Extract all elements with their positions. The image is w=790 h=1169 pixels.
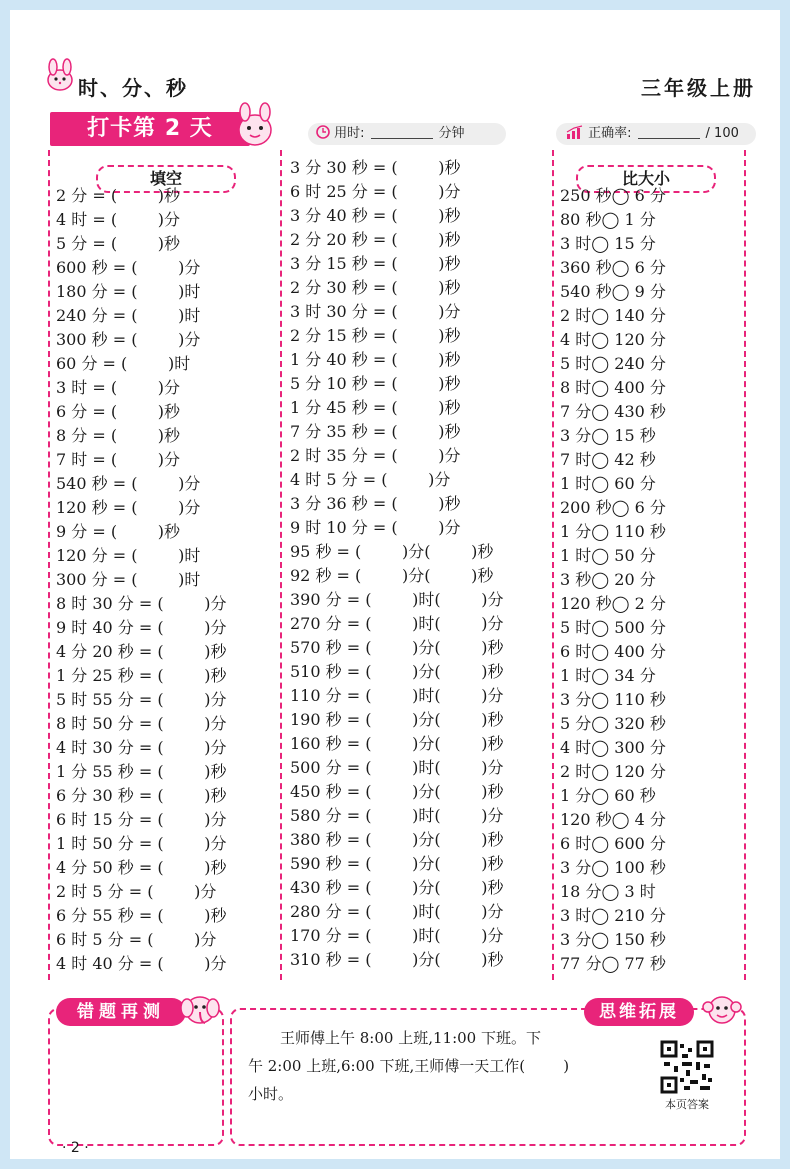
section2-problem-row[interactable]: 110 分 = ( )时( )分 bbox=[290, 686, 504, 705]
accuracy-total: / 100 bbox=[705, 126, 739, 141]
section3-problem-row[interactable]: 3 分◯ 150 秒 bbox=[560, 930, 666, 949]
section1-problem-row[interactable]: 540 秒 = ( )分 bbox=[56, 474, 201, 493]
section2-problem-row[interactable]: 1 分 40 秒 = ( )秒 bbox=[290, 350, 461, 369]
section2-problem-row[interactable]: 390 分 = ( )时( )分 bbox=[290, 590, 504, 609]
section3-problem-row[interactable]: 1 时◯ 60 分 bbox=[560, 474, 656, 493]
section3-problem-row[interactable]: 6 时◯ 400 分 bbox=[560, 642, 666, 661]
section2-problem-row[interactable]: 5 分 10 秒 = ( )秒 bbox=[290, 374, 461, 393]
section1-problem-row[interactable]: 4 时 40 分 = ( )分 bbox=[56, 954, 227, 973]
section3-problem-row[interactable]: 5 分◯ 320 秒 bbox=[560, 714, 666, 733]
mistakes-box[interactable] bbox=[48, 1008, 224, 1146]
mistakes-label: 错题再测 bbox=[56, 998, 186, 1026]
section1-problem-row[interactable]: 7 时 = ( )分 bbox=[56, 450, 181, 469]
section3-problem-row[interactable]: 1 分◯ 60 秒 bbox=[560, 786, 656, 805]
divider-left bbox=[48, 150, 50, 980]
section3-problem-row[interactable]: 4 时◯ 300 分 bbox=[560, 738, 666, 757]
section2-problem-row[interactable]: 2 时 35 分 = ( )分 bbox=[290, 446, 461, 465]
section1-problem-row[interactable]: 240 分 = ( )时 bbox=[56, 306, 201, 325]
time-used-field[interactable] bbox=[308, 123, 506, 145]
clock-icon bbox=[316, 125, 330, 139]
section3-problem-row[interactable]: 3 分◯ 15 秒 bbox=[560, 426, 656, 445]
section2-problem-row[interactable]: 380 秒 = ( )分( )秒 bbox=[290, 830, 504, 849]
time-used-label: 用时: bbox=[334, 126, 365, 141]
day-banner: 打卡第 2 天 bbox=[50, 112, 250, 146]
chapter-title: 时、分、秒 bbox=[78, 76, 188, 100]
section2-problem-row[interactable]: 2 分 30 秒 = ( )秒 bbox=[290, 278, 461, 297]
section2-problem-row[interactable]: 500 分 = ( )时( )分 bbox=[290, 758, 504, 777]
section2-problem-row[interactable]: 3 分 15 秒 = ( )秒 bbox=[290, 254, 461, 273]
section2-problem-row[interactable]: 2 分 20 秒 = ( )秒 bbox=[290, 230, 461, 249]
section1-problem-row[interactable]: 8 时 30 分 = ( )分 bbox=[56, 594, 227, 613]
section3-problem-row[interactable]: 1 时◯ 34 分 bbox=[560, 666, 656, 685]
qr-caption: 本页答案 bbox=[665, 1098, 709, 1111]
section1-problem-row[interactable]: 1 分 55 秒 = ( )秒 bbox=[56, 762, 227, 781]
section1-problem-row[interactable]: 6 时 5 分 = ( )分 bbox=[56, 930, 217, 949]
section3-problem-row[interactable]: 120 秒◯ 2 分 bbox=[560, 594, 666, 613]
section3-problem-row[interactable]: 2 时◯ 140 分 bbox=[560, 306, 666, 325]
section1-problem-row[interactable]: 9 分 = ( )秒 bbox=[56, 522, 181, 541]
section1-problem-row[interactable]: 2 分 = ( )秒 bbox=[56, 186, 181, 205]
section2-problem-row[interactable]: 570 秒 = ( )分( )秒 bbox=[290, 638, 504, 657]
section2-problem-row[interactable]: 4 时 5 分 = ( )分 bbox=[290, 470, 451, 489]
section1-problem-row[interactable]: 2 时 5 分 = ( )分 bbox=[56, 882, 217, 901]
section1-problem-row[interactable]: 60 分 = ( )时 bbox=[56, 354, 191, 373]
section1-problem-row[interactable]: 4 分 50 秒 = ( )秒 bbox=[56, 858, 227, 877]
bar-chart-icon bbox=[566, 125, 584, 139]
section1-problem-row[interactable]: 8 分 = ( )秒 bbox=[56, 426, 181, 445]
section1-problem-row[interactable]: 180 分 = ( )时 bbox=[56, 282, 201, 301]
fill-in-section-label: 填空 bbox=[96, 165, 236, 193]
section2-problem-row[interactable]: 310 秒 = ( )分( )秒 bbox=[290, 950, 504, 969]
section2-problem-row[interactable]: 3 分 36 秒 = ( )秒 bbox=[290, 494, 461, 513]
time-used-unit: 分钟 bbox=[438, 126, 465, 141]
section3-problem-row[interactable]: 3 分◯ 110 秒 bbox=[560, 690, 666, 709]
section3-problem-row[interactable]: 250 秒◯ 6 分 bbox=[560, 186, 666, 205]
section2-problem-row[interactable]: 190 秒 = ( )分( )秒 bbox=[290, 710, 504, 729]
cartoon-elephant-icon bbox=[180, 990, 220, 1028]
section2-problem-row[interactable]: 270 分 = ( )时( )分 bbox=[290, 614, 504, 633]
section3-problem-row[interactable]: 18 分◯ 3 时 bbox=[560, 882, 656, 901]
worksheet-page bbox=[10, 10, 780, 1159]
thinking-label: 思维拓展 bbox=[584, 998, 694, 1026]
divider-right bbox=[744, 150, 746, 980]
section2-problem-row[interactable]: 280 分 = ( )时( )分 bbox=[290, 902, 504, 921]
section2-problem-row[interactable]: 92 秒 = ( )分( )秒 bbox=[290, 566, 494, 585]
section3-problem-row[interactable]: 5 时◯ 500 分 bbox=[560, 618, 666, 637]
problem-line-1: 王师傅上午 8:00 上班,11:00 下班。下 bbox=[280, 1029, 541, 1047]
section2-problem-row[interactable]: 2 分 15 秒 = ( )秒 bbox=[290, 326, 461, 345]
section3-problem-row[interactable]: 360 秒◯ 6 分 bbox=[560, 258, 666, 277]
section1-problem-row[interactable]: 300 分 = ( )时 bbox=[56, 570, 201, 589]
time-used-blank[interactable] bbox=[371, 124, 433, 139]
section2-problem-row[interactable]: 3 分 40 秒 = ( )秒 bbox=[290, 206, 461, 225]
section1-problem-row[interactable]: 3 时 = ( )分 bbox=[56, 378, 181, 397]
section1-problem-row[interactable]: 1 分 25 秒 = ( )秒 bbox=[56, 666, 227, 685]
section2-problem-row[interactable]: 170 分 = ( )时( )分 bbox=[290, 926, 504, 945]
qr-code[interactable] bbox=[660, 1040, 714, 1094]
section2-problem-row[interactable]: 450 秒 = ( )分( )秒 bbox=[290, 782, 504, 801]
section1-problem-row[interactable]: 4 分 20 秒 = ( )秒 bbox=[56, 642, 227, 661]
grade-label: 三年级上册 bbox=[641, 76, 756, 100]
section1-problem-row[interactable]: 120 秒 = ( )分 bbox=[56, 498, 201, 517]
section3-problem-row[interactable]: 3 时◯ 210 分 bbox=[560, 906, 666, 925]
section1-problem-row[interactable]: 4 时 30 分 = ( )分 bbox=[56, 738, 227, 757]
section3-problem-row[interactable]: 7 时◯ 42 秒 bbox=[560, 450, 656, 469]
section2-problem-row[interactable]: 6 时 25 分 = ( )分 bbox=[290, 182, 461, 201]
section2-problem-row[interactable]: 160 秒 = ( )分( )秒 bbox=[290, 734, 504, 753]
problem-line-2: 午 2:00 上班,6:00 下班,王师傅一天工作( ) bbox=[248, 1057, 570, 1075]
divider-middle-left bbox=[280, 150, 282, 980]
section1-problem-row[interactable]: 4 时 = ( )分 bbox=[56, 210, 181, 229]
section2-problem-row[interactable]: 3 时 30 分 = ( )分 bbox=[290, 302, 461, 321]
section1-problem-row[interactable]: 8 时 50 分 = ( )分 bbox=[56, 714, 227, 733]
accuracy-label: 正确率: bbox=[588, 126, 632, 141]
word-problem bbox=[248, 1024, 588, 1108]
section2-problem-row[interactable]: 95 秒 = ( )分( )秒 bbox=[290, 542, 494, 561]
accuracy-blank[interactable] bbox=[638, 124, 700, 139]
compare-section-label: 比大小 bbox=[576, 165, 716, 193]
section3-problem-row[interactable]: 1 分◯ 110 秒 bbox=[560, 522, 666, 541]
section1-problem-row[interactable]: 6 分 30 秒 = ( )秒 bbox=[56, 786, 227, 805]
section3-problem-row[interactable]: 3 秒◯ 20 分 bbox=[560, 570, 656, 589]
section3-problem-row[interactable]: 6 时◯ 600 分 bbox=[560, 834, 666, 853]
section2-problem-row[interactable]: 1 分 45 秒 = ( )秒 bbox=[290, 398, 461, 417]
cartoon-monkey-icon bbox=[702, 990, 742, 1028]
divider-middle-right bbox=[552, 150, 554, 980]
section1-problem-row[interactable]: 600 秒 = ( )分 bbox=[56, 258, 201, 277]
section1-problem-row[interactable]: 5 分 = ( )秒 bbox=[56, 234, 181, 253]
section1-problem-row[interactable]: 5 时 55 分 = ( )分 bbox=[56, 690, 227, 709]
section2-problem-row[interactable]: 7 分 35 秒 = ( )秒 bbox=[290, 422, 461, 441]
section1-problem-row[interactable]: 120 分 = ( )时 bbox=[56, 546, 201, 565]
section2-problem-row[interactable]: 590 秒 = ( )分( )秒 bbox=[290, 854, 504, 873]
accuracy-field[interactable] bbox=[556, 123, 756, 145]
section3-problem-row[interactable]: 200 秒◯ 6 分 bbox=[560, 498, 666, 517]
section2-problem-row[interactable]: 9 时 10 分 = ( )分 bbox=[290, 518, 461, 537]
section3-problem-row[interactable]: 8 时◯ 400 分 bbox=[560, 378, 666, 397]
page-number: · 2 · bbox=[62, 1140, 89, 1156]
section1-problem-row[interactable]: 6 分 = ( )秒 bbox=[56, 402, 181, 421]
problem-line-3: 小时。 bbox=[248, 1085, 294, 1103]
section3-problem-row[interactable]: 80 秒◯ 1 分 bbox=[560, 210, 656, 229]
section3-problem-row[interactable]: 77 分◯ 77 秒 bbox=[560, 954, 666, 973]
section2-problem-row[interactable]: 580 分 = ( )时( )分 bbox=[290, 806, 504, 825]
section3-problem-row[interactable]: 540 秒◯ 9 分 bbox=[560, 282, 666, 301]
section1-problem-row[interactable]: 300 秒 = ( )分 bbox=[56, 330, 201, 349]
section3-problem-row[interactable]: 1 时◯ 50 分 bbox=[560, 546, 656, 565]
section2-problem-row[interactable]: 3 分 30 秒 = ( )秒 bbox=[290, 158, 461, 177]
section1-problem-row[interactable]: 6 分 55 秒 = ( )秒 bbox=[56, 906, 227, 925]
section3-problem-row[interactable]: 3 分◯ 100 秒 bbox=[560, 858, 666, 877]
cartoon-kangaroo-icon bbox=[232, 102, 278, 150]
section3-problem-row[interactable]: 3 时◯ 15 分 bbox=[560, 234, 656, 253]
section3-problem-row[interactable]: 7 分◯ 430 秒 bbox=[560, 402, 666, 421]
section3-problem-row[interactable]: 2 时◯ 120 分 bbox=[560, 762, 666, 781]
section2-problem-row[interactable]: 510 秒 = ( )分( )秒 bbox=[290, 662, 504, 681]
section3-problem-row[interactable]: 4 时◯ 120 分 bbox=[560, 330, 666, 349]
section3-problem-row[interactable]: 120 秒◯ 4 分 bbox=[560, 810, 666, 829]
section1-problem-row[interactable]: 9 时 40 分 = ( )分 bbox=[56, 618, 227, 637]
section1-problem-row[interactable]: 6 时 15 分 = ( )分 bbox=[56, 810, 227, 829]
cartoon-rabbit-icon bbox=[42, 58, 78, 94]
section2-problem-row[interactable]: 430 秒 = ( )分( )秒 bbox=[290, 878, 504, 897]
section1-problem-row[interactable]: 1 时 50 分 = ( )分 bbox=[56, 834, 227, 853]
section3-problem-row[interactable]: 5 时◯ 240 分 bbox=[560, 354, 666, 373]
